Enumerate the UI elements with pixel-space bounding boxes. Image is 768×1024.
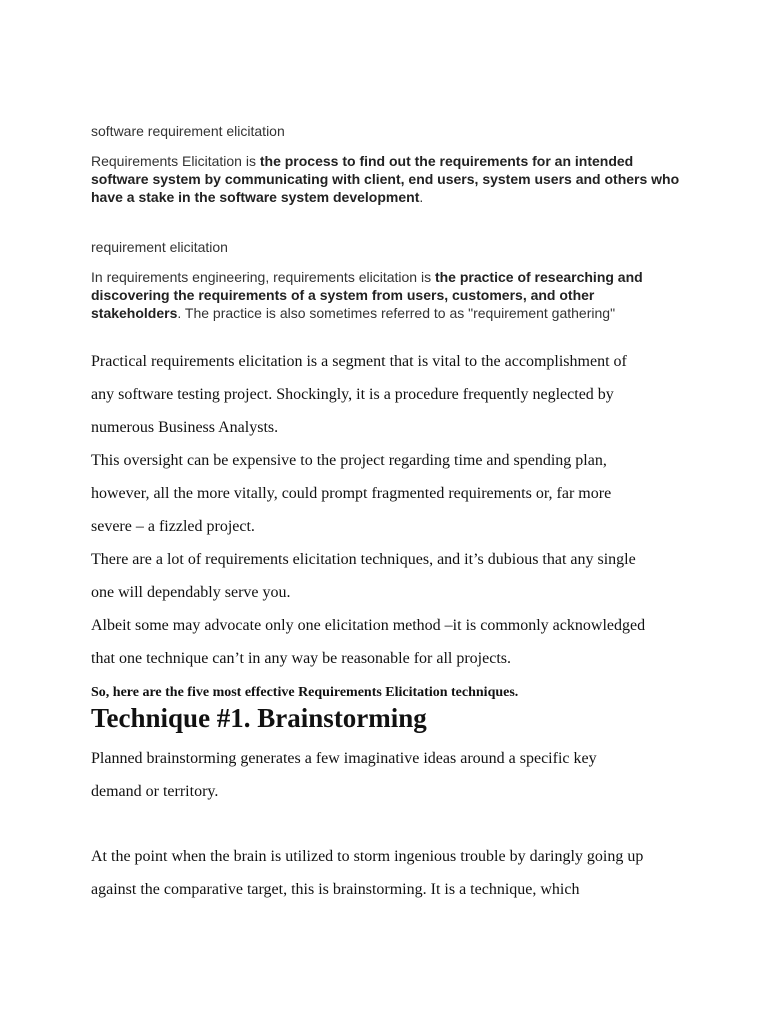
section-heading-software-requirement-elicitation: software requirement elicitation: [91, 123, 285, 139]
definition-2-intro: In requirements engineering, requirements elicitation is: [91, 269, 435, 285]
section-heading-requirement-elicitation: requirement elicitation: [91, 239, 228, 255]
definition-1-end: .: [419, 189, 424, 205]
definition-2-bold: the practice of researching and discovering the requirements of a system from users, customers, and other stakeholders: [91, 269, 643, 321]
body-line: Albeit some may advocate only one elicitation method –it is commonly acknowledged: [91, 617, 646, 634]
body-line: however, all the more vitally, could prompt fragmented requirements or, far more: [91, 485, 612, 502]
body-line: Practical requirements elicitation is a segment that is vital to the accomplishment of: [91, 353, 627, 370]
definition-paragraph-1: [91, 152, 686, 206]
body-line: numerous Business Analysts.: [91, 419, 279, 436]
technique-1-title: Technique #1. Brainstorming: [91, 703, 427, 733]
body-line: There are a lot of requirements elicitation techniques, and it’s dubious that any single: [91, 551, 636, 568]
body-line: This oversight can be expensive to the project regarding time and spending plan,: [91, 452, 607, 469]
technique-1-line: demand or territory.: [91, 783, 219, 800]
body-line: any software testing project. Shockingly, it is a procedure frequently neglected by: [91, 386, 614, 403]
techniques-lead-in: So, here are the five most effective Requirements Elicitation techniques.: [91, 685, 519, 700]
body-line: one will dependably serve you.: [91, 584, 291, 601]
technique-1-line: Planned brainstorming generates a few imaginative ideas around a specific key: [91, 750, 597, 767]
definition-1-bold: the process to find out the requirements for an intended software system by communicating with client, end users, system users and others who have a stake in the software system development: [91, 153, 680, 205]
technique-1-line: against the comparative target, this is brainstorming. It is a technique, which: [91, 881, 580, 898]
definition-2-end: . The practice is also sometimes referred to as "requirement gathering": [177, 305, 616, 321]
definition-1-intro: Requirements Elicitation is: [91, 153, 260, 169]
body-line: severe – a fizzled project.: [91, 518, 255, 535]
definition-paragraph-2: [91, 268, 686, 322]
body-line: that one technique can’t in any way be reasonable for all projects.: [91, 650, 511, 667]
technique-1-line: At the point when the brain is utilized to storm ingenious trouble by daringly going up: [91, 848, 644, 865]
